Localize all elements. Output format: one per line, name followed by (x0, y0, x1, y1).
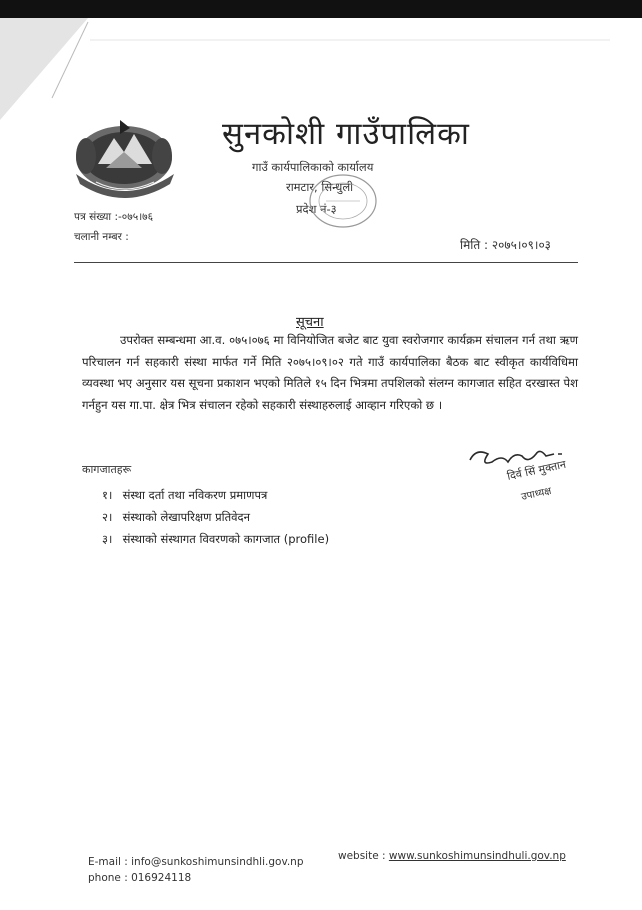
website-link[interactable]: www.sunkoshimunsindhuli.gov.np (388, 850, 566, 862)
office-subtitle: गाउँ कार्यपालिकाको कार्यालय (252, 160, 374, 174)
document-text: संस्थाको संस्थागत विवरणको कागजात (profile) (122, 532, 330, 546)
letter-date: मिति : २०७५।०९।०३ (460, 238, 551, 252)
header-divider (74, 262, 578, 263)
document-text: संस्था दर्ता तथा नविकरण प्रमाणपत्र (122, 488, 268, 502)
office-name: सुनकोशी गाउँपालिका (222, 116, 470, 152)
signature-name: दिर्व सिं मुक्तान (505, 457, 568, 483)
scan-edge (0, 0, 642, 18)
province-line: प्रदेश नं-३ (296, 202, 337, 216)
dispatch-number: चलानी नम्बर : (74, 231, 129, 243)
document-number: ३। (102, 532, 113, 546)
documents-heading: कागजातहरू (82, 463, 132, 476)
footer-website (338, 850, 566, 862)
documents-list (102, 488, 329, 554)
website-label: website : (338, 850, 389, 862)
government-emblem-icon (66, 112, 184, 204)
document-item (102, 532, 329, 554)
handwritten-signature (462, 440, 580, 514)
document-text: संस्थाको लेखापरिक्षण प्रतिवेदन (122, 510, 251, 524)
office-address: रामटार, सिन्धुली (286, 180, 354, 194)
footer-email: E-mail : info@sunkoshimunsindhli.gov.np (88, 856, 304, 868)
document-number: २। (102, 510, 113, 524)
document-item (102, 510, 329, 532)
notice-body: उपरोक्त सम्बन्धमा आ.व. ०७५।०७६ मा विनियोजित बजेट बाट युवा स्वरोजगार कार्यक्रम संचालन गर्न तथा ऋण परिचालन गर्न सहकारी संस्था मार्फत गर्ने मिति २०७५।०९।०२ गते गाउँ कार्यपालिका बैठक बाट स्वीकृत कार्यविधिमा व्यवस्था भए अनुसार यस सूचना प्रकाशन भएको मितिले १५ दिन भित्रमा तपशिलको संलग्न कागजात सहित दरखास्त पेश गर्नहुन यस गा.पा. क्षेत्र भित्र संचालन रहेको सहकारी संस्थाहरुलाई आव्हान गरिएको छ । (82, 333, 578, 412)
document-item (102, 488, 329, 510)
signature-title: उपाध्यक्ष (520, 485, 553, 503)
official-stamp-icon (306, 170, 380, 232)
footer-phone: phone : 016924118 (88, 872, 192, 884)
letter-number: पत्र संख्या :-०७५।७६ (74, 211, 154, 223)
document-number: १। (102, 488, 113, 502)
notice-title: सूचना (296, 315, 324, 330)
